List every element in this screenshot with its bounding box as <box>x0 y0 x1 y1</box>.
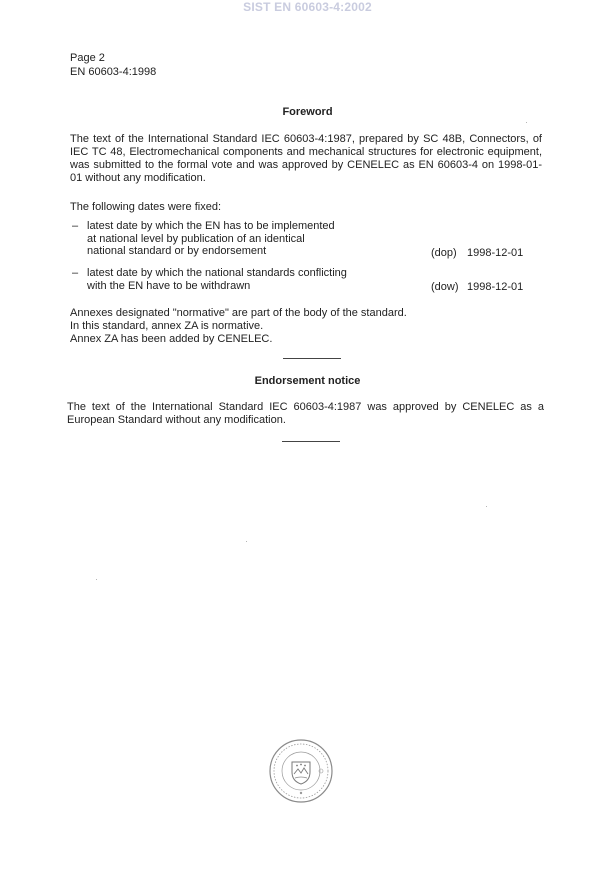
watermark: SIST EN 60603-4:2002 <box>243 0 372 14</box>
annex-notes: Annexes designated "normative" are part of the body of the standard. In this standard, annex ZA is normative. Annex ZA has been added by CENELEC. <box>70 307 407 345</box>
scan-speck <box>246 541 247 542</box>
date-value: 1998-12-01 <box>467 281 524 293</box>
foreword-title: Foreword <box>282 106 333 118</box>
official-seal-icon <box>268 738 334 804</box>
date-value: 1998-12-01 <box>467 247 524 259</box>
dash-marker: – <box>72 220 79 232</box>
page-number: Page 2 <box>70 52 105 64</box>
scan-speck <box>486 506 487 507</box>
endorsement-paragraph: The text of the International Standard IEC 60603-4:1987 was approved by CENELEC as a European Standard without any modification. <box>67 401 544 426</box>
page-header <box>70 51 156 79</box>
date-code: (dow) <box>431 281 459 293</box>
foreword-paragraph: The text of the International Standard IEC 60603-4:1987, prepared by SC 48B, Connectors, of IEC TC 48, Electromechanical components and mechanical structures for electronic equipment, was submitted to the formal vote and was approved by CENELEC as EN 60603-4 on 1998-01-01 without any modification. <box>70 133 542 184</box>
dash-marker: – <box>72 267 79 279</box>
section-divider <box>282 441 340 442</box>
date-item-dow <box>72 267 542 295</box>
date-item-text: latest date by which the national standards conflicting with the EN have to be withdrawn <box>87 267 347 292</box>
date-item-dop <box>72 220 542 260</box>
scan-speck <box>96 579 97 580</box>
document-id: EN 60603-4:1998 <box>70 66 157 78</box>
dates-intro: The following dates were fixed: <box>70 201 222 213</box>
date-item-text: latest date by which the EN has to be implemented at national level by publication of an identical national standard or by endorsement <box>87 220 335 257</box>
section-divider <box>283 358 341 359</box>
date-code: (dop) <box>431 247 457 259</box>
scan-speck <box>526 122 527 123</box>
endorsement-title: Endorsement notice <box>254 375 361 387</box>
